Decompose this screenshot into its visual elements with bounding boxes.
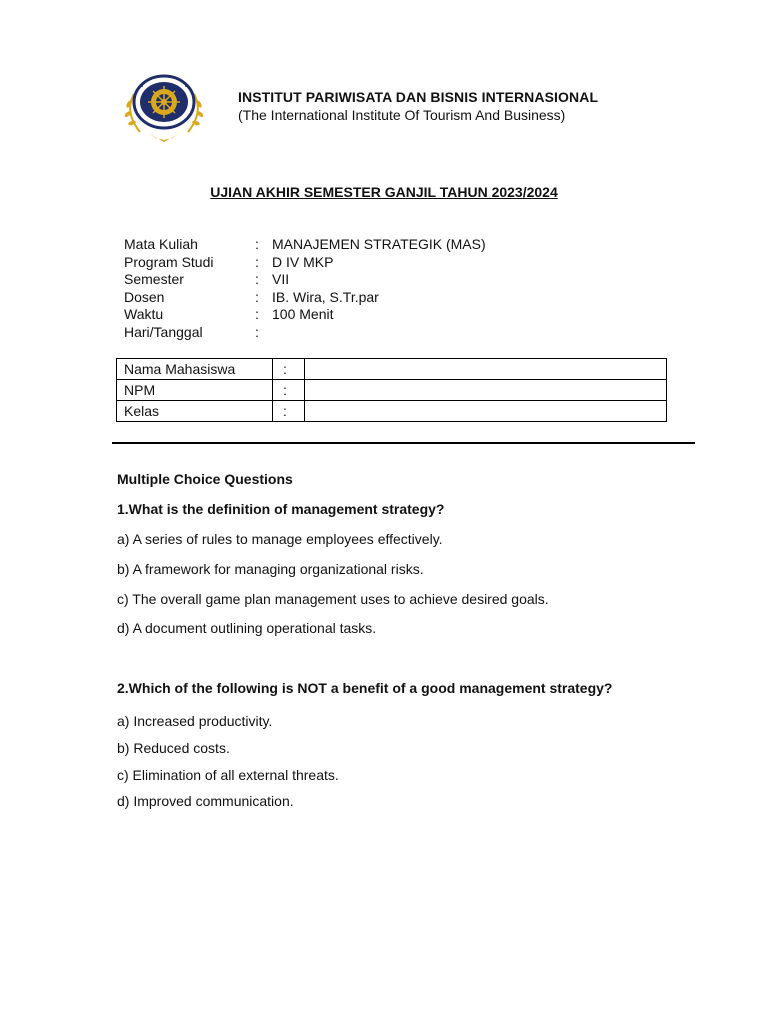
info-label: Hari/Tanggal xyxy=(124,323,203,340)
table-separator-cell: : xyxy=(273,401,305,422)
student-npm-field[interactable] xyxy=(305,380,667,401)
info-separator: : xyxy=(255,323,259,340)
table-row xyxy=(117,359,667,380)
table-separator-cell: : xyxy=(273,380,305,401)
info-separator: : xyxy=(255,271,259,287)
info-label: Mata Kuliah xyxy=(124,236,198,252)
student-identity-table xyxy=(116,358,667,422)
info-separator: : xyxy=(255,236,259,252)
question-title: 2.Which of the following is NOT a benefit of a good management strategy? xyxy=(117,680,613,696)
table-label-cell: NPM xyxy=(117,380,273,401)
info-value: VII xyxy=(272,271,290,287)
info-separator: : xyxy=(255,306,259,322)
info-value: 100 Menit xyxy=(272,306,334,322)
table-row xyxy=(117,401,667,422)
info-value: MANAJEMEN STRATEGIK (MAS) xyxy=(272,236,486,252)
section-heading: Multiple Choice Questions xyxy=(117,471,293,487)
answer-option: a) Increased productivity. xyxy=(117,713,273,729)
institution-subtitle: (The International Institute Of Tourism And Business) xyxy=(238,107,566,123)
info-value: D IV MKP xyxy=(272,253,334,270)
institution-seal-icon xyxy=(112,64,216,148)
info-label: Dosen xyxy=(124,288,165,305)
info-separator: : xyxy=(255,288,259,305)
table-label-cell: Kelas xyxy=(117,401,273,422)
question-title: 1.What is the definition of management strategy? xyxy=(117,501,445,517)
table-separator-cell: : xyxy=(273,359,305,380)
info-value: IB. Wira, S.Tr.par xyxy=(272,288,379,305)
answer-option: a) A series of rules to manage employees effectively. xyxy=(117,531,443,547)
section-divider xyxy=(112,442,695,444)
table-label-cell: Nama Mahasiswa xyxy=(117,359,273,380)
answer-option: c) Elimination of all external threats. xyxy=(117,767,339,783)
info-label: Semester xyxy=(124,271,184,287)
answer-option: d) A document outlining operational tasks. xyxy=(117,620,377,636)
student-class-field[interactable] xyxy=(305,401,667,422)
student-name-field[interactable] xyxy=(305,359,667,380)
answer-option: b) A framework for managing organizational risks. xyxy=(117,561,424,577)
info-label: Waktu xyxy=(124,306,164,322)
answer-option: d) Improved communication. xyxy=(117,793,294,809)
exam-title: UJIAN AKHIR SEMESTER GANJIL TAHUN 2023/2024 xyxy=(210,184,558,200)
answer-option: c) The overall game plan management uses to achieve desired goals. xyxy=(117,591,549,607)
info-label: Program Studi xyxy=(124,253,214,270)
table-row xyxy=(117,380,667,401)
info-separator: : xyxy=(255,253,259,270)
answer-option: b) Reduced costs. xyxy=(117,740,230,756)
institution-name: INSTITUT PARIWISATA DAN BISNIS INTERNASIONAL xyxy=(238,89,599,105)
